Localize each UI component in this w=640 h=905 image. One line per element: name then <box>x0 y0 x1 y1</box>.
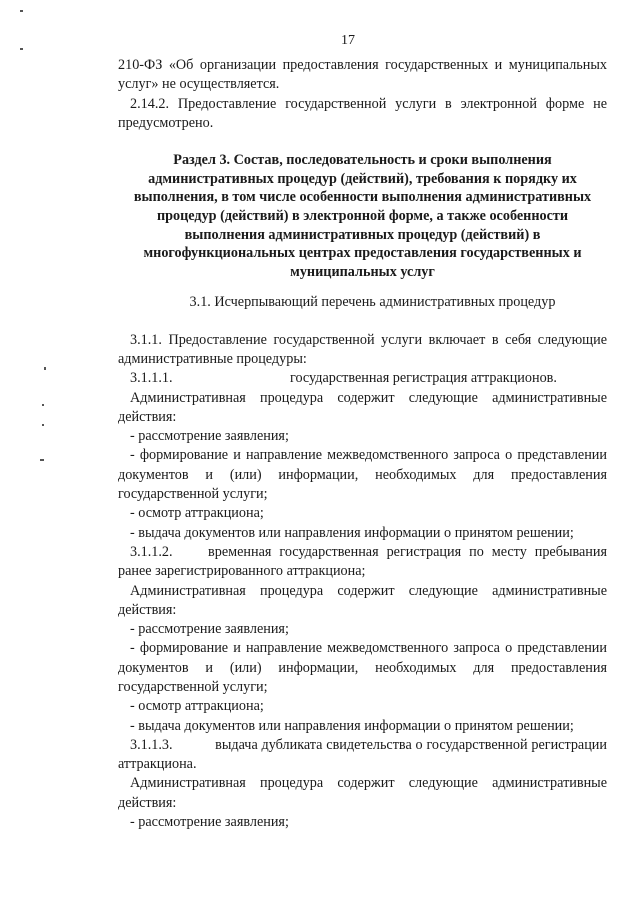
page-number: 17 <box>341 33 355 48</box>
section-heading: Раздел 3. Состав, последовательность и сроки выполнения административных процедур (действий), требования к порядку их выполнения, в том числе особенности выполнения административных процедур (действий) в электронной форме, а также особенности выполнения административных процедур (действий) в многофункциональных центрах предоставления государственных и муниципальных услуг <box>133 152 592 280</box>
item-number: 3.1.1.3. <box>130 736 173 753</box>
item-3-1-1-1 <box>118 369 607 388</box>
item-text: государственная регистрация аттракционов. <box>290 370 557 387</box>
list-item: - выдача документов или направления информации о принятом решении; <box>130 717 574 734</box>
paragraph-2-14-2: 2.14.2. Предоставление государственной услуги в электронной форме не предусмотрено. <box>118 95 607 131</box>
item-text: выдача дубликата свидетельства о государственной регистрации аттракциона. <box>118 736 607 773</box>
item-3-1-1-2 <box>118 543 607 582</box>
item-3-1-1-3 <box>118 736 607 775</box>
scan-mark <box>42 404 44 406</box>
list-item: - рассмотрение заявления; <box>130 428 289 445</box>
admin-procedure-intro: Административная процедура содержит следующие административные действия: <box>118 389 607 425</box>
list-item: - осмотр аттракциона; <box>130 505 264 522</box>
paragraph-3-1-1: 3.1.1. Предоставление государственной услуги включает в себя следующие административные процедуры: <box>118 331 607 367</box>
item-number: 3.1.1.1. <box>130 370 173 387</box>
scan-mark <box>40 459 44 461</box>
list-item: - осмотр аттракциона; <box>130 698 264 715</box>
admin-procedure-intro: Административная процедура содержит следующие административные действия: <box>118 775 607 811</box>
scan-mark <box>20 10 23 12</box>
scan-mark <box>42 424 44 426</box>
list-item: - формирование и направление межведомственного запроса о представлении документов и (или) информации, необходимых для предоставления государственной услуги; <box>118 640 607 695</box>
admin-procedure-intro: Административная процедура содержит следующие административные действия: <box>118 582 607 618</box>
item-text: временная государственная регистрация по месту пребывания ранее зарегистрированного аттракциона; <box>118 543 607 580</box>
scan-mark <box>44 367 46 370</box>
document-body <box>118 56 607 832</box>
list-item: - выдача документов или направления информации о принятом решении; <box>130 524 574 541</box>
subsection-heading: 3.1. Исчерпывающий перечень административных процедур <box>189 294 556 311</box>
list-item: - формирование и направление межведомственного запроса о представлении документов и (или) информации, необходимых для предоставления государственной услуги; <box>118 447 607 503</box>
list-item: - рассмотрение заявления; <box>130 621 289 638</box>
item-number: 3.1.1.2. <box>130 543 173 560</box>
list-item: - рассмотрение заявления; <box>130 814 289 831</box>
paragraph-law-reference: 210-ФЗ «Об организации предоставления государственных и муниципальных услуг» не осуществляется. <box>118 57 607 93</box>
